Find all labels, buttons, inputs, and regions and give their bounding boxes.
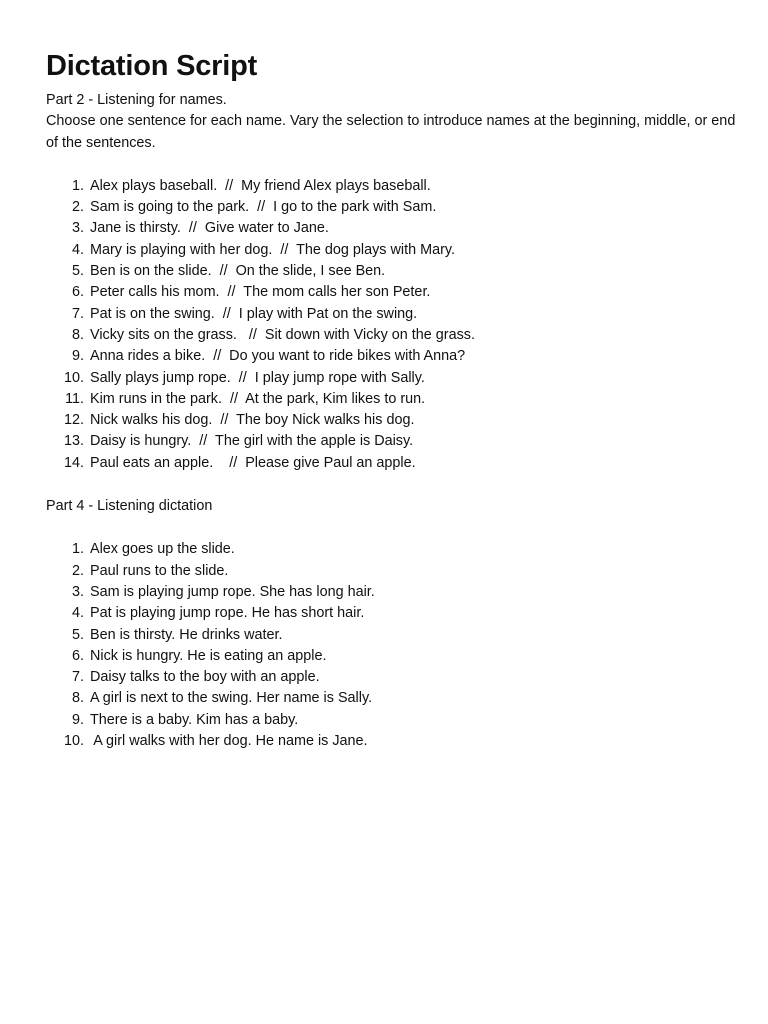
item-text: Sam is playing jump rope. She has long hair. — [90, 583, 375, 600]
part4-heading: Part 4 - Listening dictation — [46, 498, 213, 515]
item-number: 5. — [71, 626, 84, 643]
item-number: 1. — [71, 541, 84, 558]
part4-list — [46, 539, 746, 752]
item-text: Ben is thirsty. He drinks water. — [90, 626, 283, 643]
item-number: 9. — [71, 348, 84, 365]
item-number: 6. — [71, 284, 84, 301]
item-number: 2. — [71, 562, 84, 579]
list-item — [46, 410, 746, 431]
item-text: A girl walks with her dog. He name is Jane. — [90, 733, 368, 750]
item-number: 13. — [63, 433, 84, 450]
part2-list — [46, 176, 746, 474]
list-item — [46, 197, 746, 218]
item-number: 7. — [71, 305, 84, 322]
item-text: Sam is going to the park. // I go to the park with Sam. — [90, 199, 437, 216]
item-number: 14. — [63, 454, 84, 471]
item-number: 7. — [71, 669, 84, 686]
list-item — [46, 304, 746, 325]
item-number: 3. — [71, 220, 84, 237]
item-text: There is a baby. Kim has a baby. — [90, 711, 299, 728]
list-item — [46, 389, 746, 410]
item-number: 4. — [71, 605, 84, 622]
item-text: Paul eats an apple. // Please give Paul an apple. — [90, 454, 416, 471]
list-item — [46, 582, 746, 603]
item-text: Jane is thirsty. // Give water to Jane. — [90, 220, 329, 237]
item-text: Alex goes up the slide. — [90, 541, 235, 558]
list-item — [46, 688, 746, 709]
item-text: A girl is next to the swing. Her name is Sally. — [90, 690, 373, 707]
item-number: 5. — [71, 263, 84, 280]
list-item — [46, 218, 746, 239]
part2-heading: Part 2 - Listening for names. — [46, 92, 227, 108]
part2-instructions: Choose one sentence for each name. Vary the selection to introduce names at the beginning, middle, or end of the sentences. — [46, 113, 736, 151]
item-number: 1. — [71, 177, 84, 194]
list-item — [46, 240, 746, 261]
item-number: 12. — [63, 412, 84, 429]
item-text: Alex plays baseball. // My friend Alex plays baseball. — [90, 177, 431, 194]
list-item — [46, 603, 746, 624]
list-item — [46, 539, 746, 560]
item-text: Kim runs in the park. // At the park, Kim likes to run. — [90, 390, 426, 407]
list-item — [46, 625, 746, 646]
list-item — [46, 561, 746, 582]
item-number: 8. — [71, 690, 84, 707]
list-item — [46, 667, 746, 688]
item-number: 11. — [65, 390, 84, 407]
item-text: Paul runs to the slide. — [90, 562, 229, 579]
list-item — [46, 453, 746, 474]
item-text: Peter calls his mom. // The mom calls her son Peter. — [90, 284, 431, 301]
item-number: 8. — [71, 326, 84, 343]
item-text: Daisy talks to the boy with an apple. — [90, 669, 320, 686]
list-item — [46, 261, 746, 282]
item-text: Anna rides a bike. // Do you want to ride bikes with Anna? — [90, 348, 466, 365]
item-text: Nick walks his dog. // The boy Nick walks his dog. — [90, 412, 415, 429]
item-text: Daisy is hungry. // The girl with the apple is Daisy. — [90, 433, 414, 450]
list-item — [46, 325, 746, 346]
item-number: 10. — [63, 369, 84, 386]
list-item — [46, 176, 746, 197]
list-item — [46, 710, 746, 731]
item-number: 4. — [71, 241, 84, 258]
item-text: Nick is hungry. He is eating an apple. — [90, 647, 327, 664]
list-item — [46, 646, 746, 667]
document-page — [46, 48, 746, 752]
item-number: 2. — [71, 199, 84, 216]
item-text: Sally plays jump rope. // I play jump rope with Sally. — [90, 369, 425, 386]
list-item — [46, 731, 746, 752]
page-title: Dictation Script — [46, 50, 258, 82]
list-item — [46, 368, 746, 389]
list-item — [46, 346, 746, 367]
item-text: Mary is playing with her dog. // The dog plays with Mary. — [90, 241, 455, 258]
item-text: Vicky sits on the grass. // Sit down with Vicky on the grass. — [90, 326, 475, 343]
item-text: Pat is playing jump rope. He has short hair. — [90, 605, 365, 622]
list-item — [46, 282, 746, 303]
item-number: 9. — [71, 711, 84, 728]
item-text: Ben is on the slide. // On the slide, I see Ben. — [90, 263, 386, 280]
item-number: 3. — [71, 583, 84, 600]
item-number: 6. — [71, 647, 84, 664]
list-item — [46, 431, 746, 452]
item-text: Pat is on the swing. // I play with Pat on the swing. — [90, 305, 418, 322]
item-number: 10. — [63, 733, 84, 750]
